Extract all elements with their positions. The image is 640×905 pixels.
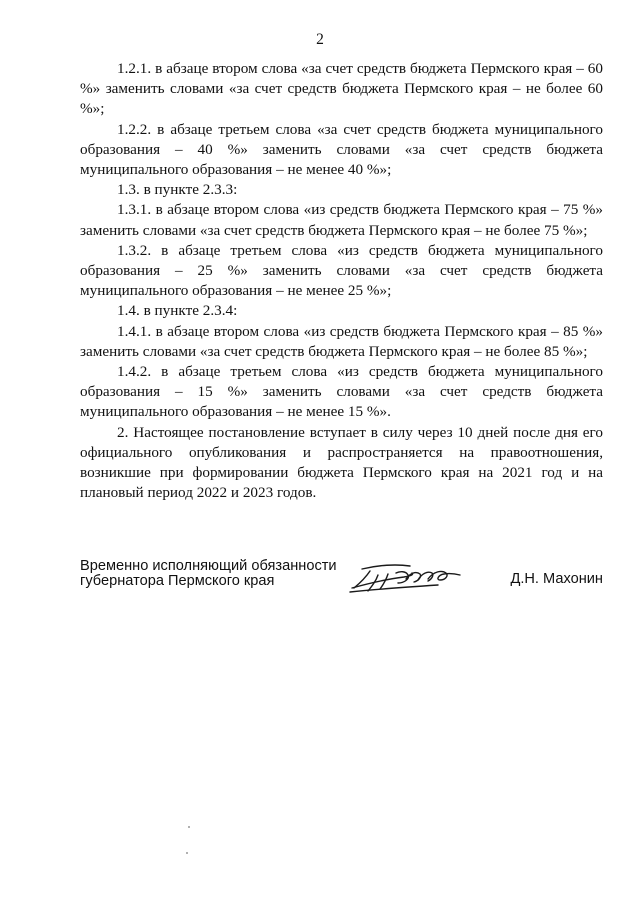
document-body xyxy=(80,59,603,503)
signatory-title-line-2: губернатора Пермского края xyxy=(80,573,275,589)
signature-block xyxy=(80,559,603,609)
paragraph-1-4: 1.4. в пункте 2.3.4: xyxy=(117,302,238,320)
paragraph-1-4-1: 1.4.1. в абзаце втором слова «из средств бюджета Пермского края – 85 %» заменить словами «за счет средств бюджета Пермского края – не более 85 %»; xyxy=(80,322,603,360)
signatory-title-line-1: Временно исполняющий обязанности xyxy=(80,558,337,574)
signatory-title xyxy=(80,559,337,589)
paragraph-1-3-1: 1.3.1. в абзаце втором слова «из средств бюджета Пермского края – 75 %» заменить словами «за счет средств бюджета Пермского края – не более 75 %»; xyxy=(80,201,603,239)
paragraph-1-4-2: 1.4.2. в абзаце третьем слова «из средств бюджета муниципального образования – 15 %» заменить словами «за счет средств бюджета муниципального образования – не менее 15 %». xyxy=(80,363,603,421)
signatory-name: Д.Н. Махонин xyxy=(510,571,603,587)
paragraph-1-2-2: 1.2.2. в абзаце третьем слова «за счет средств бюджета муниципального образования – 40 %» заменить словами «за счет средств бюджета муниципального образования – не менее 40 %»; xyxy=(80,120,603,179)
scan-artifact-dot xyxy=(186,852,188,854)
handwritten-signature-icon xyxy=(348,561,464,597)
page-number: 2 xyxy=(316,31,324,48)
paragraph-1-3-2: 1.3.2. в абзаце третьем слова «из средств бюджета муниципального образования – 25 %» заменить словами «за счет средств бюджета муниципального образования – не менее 25 %»; xyxy=(80,241,603,300)
paragraph-1-3: 1.3. в пункте 2.3.3: xyxy=(117,181,238,199)
paragraph-2-effective: 2. Настоящее постановление вступает в силу через 10 дней после дня его официального опубликования и распространяется на правоотношения, возникшие при формировании бюджета Пермского края на 2021 год и на плановый период 2022 и 2023 годов. xyxy=(80,423,603,502)
paragraph-1-2-1: 1.2.1. в абзаце втором слова «за счет средств бюджета Пермского края – 60 %» заменить словами «за счет средств бюджета Пермского края – не более 60 %»; xyxy=(80,60,603,118)
scan-artifact-dot xyxy=(188,826,190,828)
